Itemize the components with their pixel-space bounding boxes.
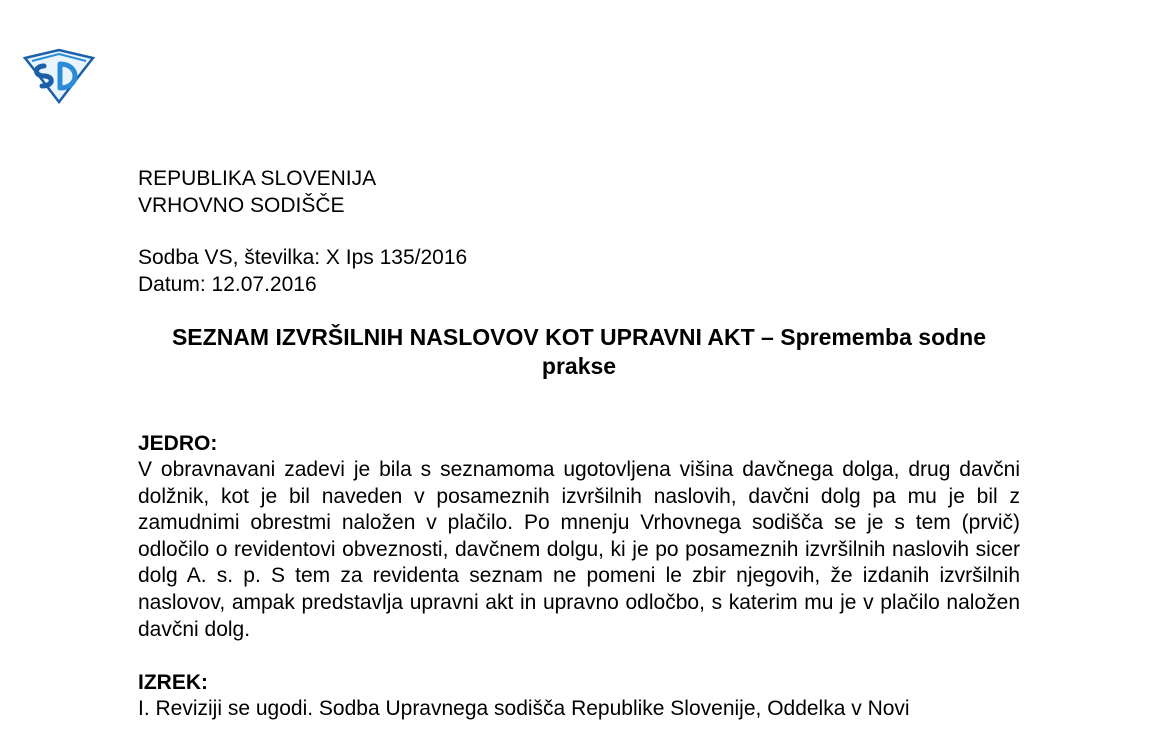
jedro-text: V obravnavani zadevi je bila s seznamoma ugotovljena višina davčnega dolga, drug davčni dolžnik, kot je bil naveden v posameznih izvršilnih naslovih, davčni dolg pa mu je bil z zamudnimi obrestmi naložen v plačilo. Po mnenju Vrhovnega sodišča se je s tem (prvič) odločilo o revidentovi obveznosti, davčnem dolgu, ki je po posameznih izvršilnih naslovih sicer dolg A. s. p. S tem za revidenta seznam ne pomeni le zbir njegovih, že izdanih izvršilnih naslovov, ampak predstavlja upravni akt in upravno odločbo, s katerim mu je v plačilo naložen davčni dolg. (138, 458, 1020, 641)
document-body (138, 165, 1020, 749)
court-emblem-icon (22, 48, 96, 104)
izrek-heading: IZREK: (138, 671, 208, 695)
header-court: VRHOVNO SODIŠČE (138, 194, 345, 217)
header-republic: REPUBLIKA SLOVENIJA (138, 167, 377, 190)
case-number: Sodba VS, številka: X Ips 135/2016 (138, 246, 468, 269)
izrek-text: I. Reviziji se ugodi. Sodba Upravnega sodišča Republike Slovenije, Oddelka v Novi (138, 697, 910, 721)
jedro-heading: JEDRO: (138, 432, 218, 455)
document-title: SEZNAM IZVRŠILNIH NASLOVOV KOT UPRAVNI AKT – Sprememba sodne prakse (171, 324, 987, 379)
case-meta (138, 244, 1020, 298)
court-header (138, 165, 1020, 219)
case-date: Datum: 12.07.2016 (138, 273, 317, 296)
